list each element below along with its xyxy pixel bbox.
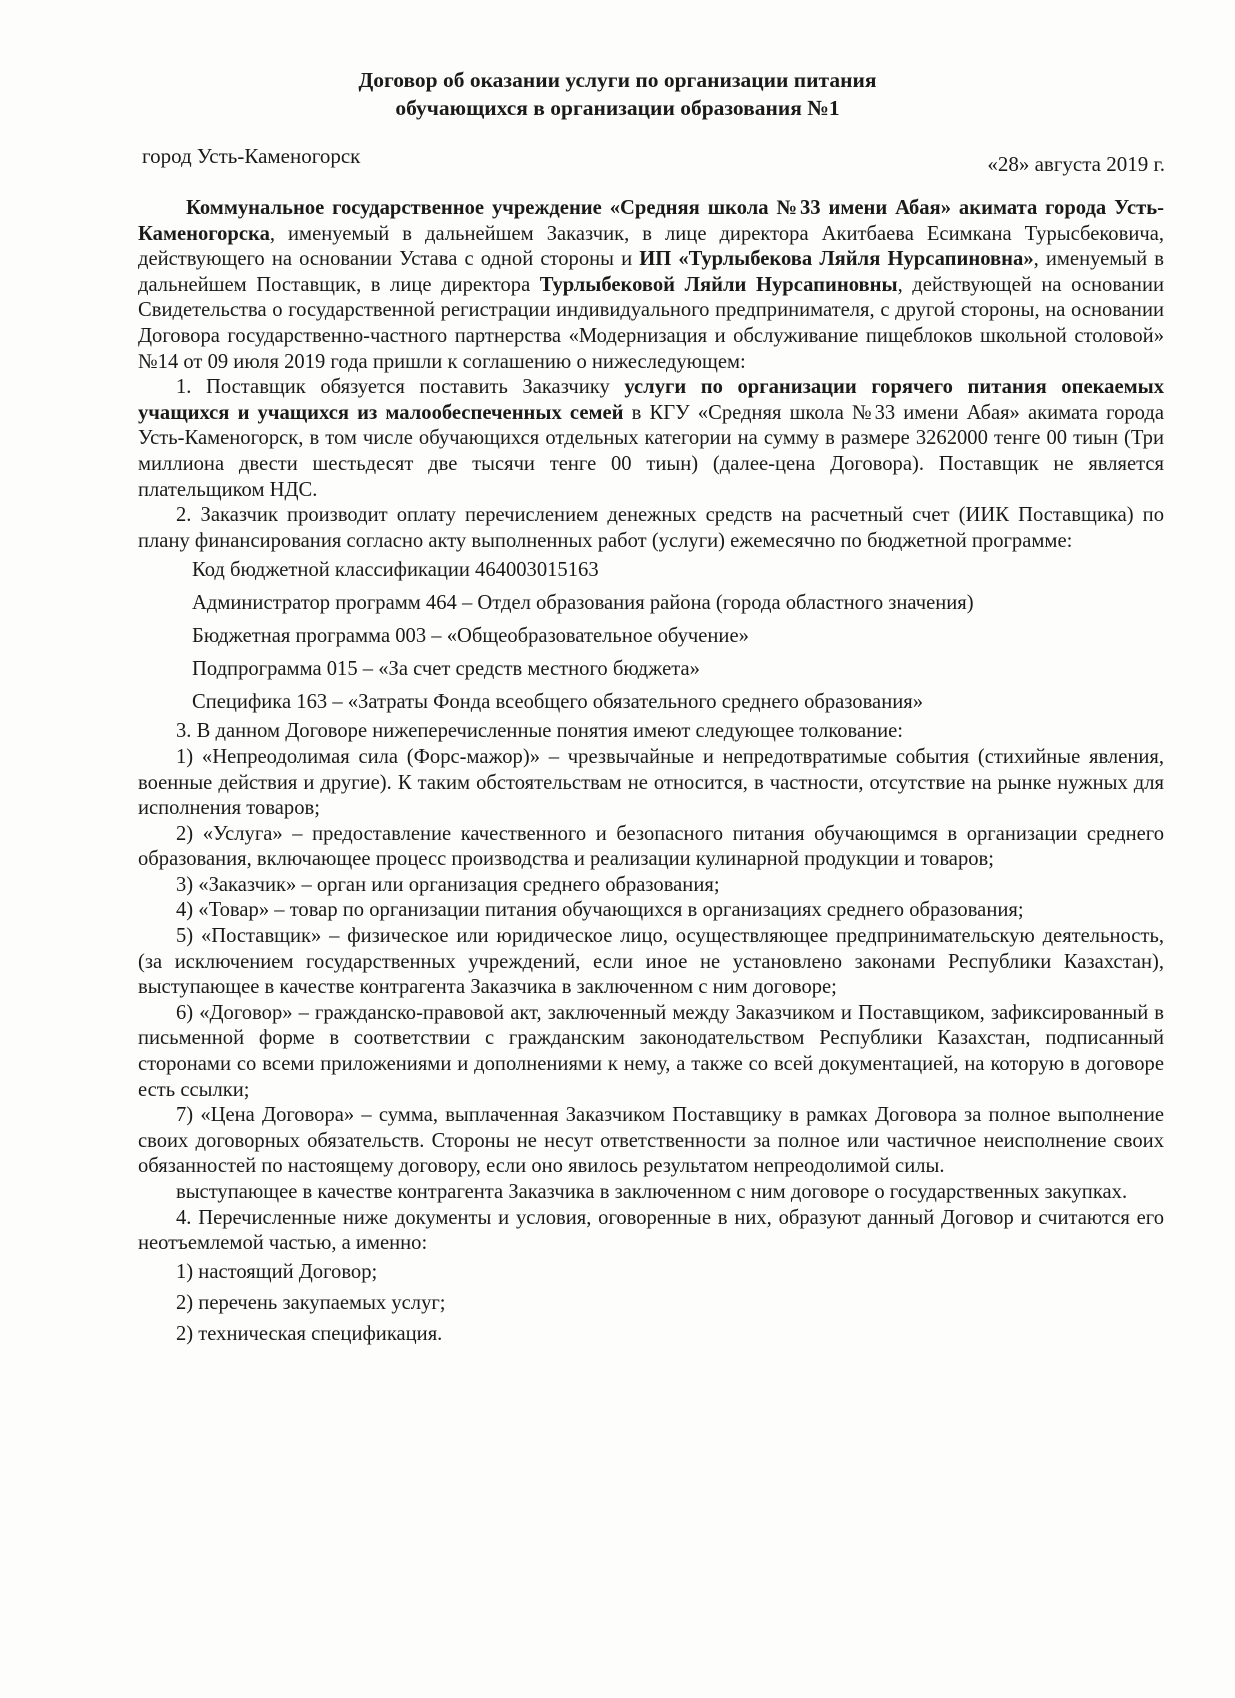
budget-item: Код бюджетной классификации 464003015163 xyxy=(192,559,599,582)
customer-name: Коммунальное государственное учреждение «Средняя школа №33 имени Абая» акимата города Усть-Каменогорска xyxy=(138,197,1164,245)
clause-1-service: услуги по организации горячего питания опекаемых учащихся и учащихся из малообеспеченных семей xyxy=(138,376,1164,424)
intro-paragraph xyxy=(138,196,1164,375)
extra-paragraph: выступающее в качестве контрагента Заказчика в заключенном с ним договоре о государственных закупках. xyxy=(176,1181,1128,1203)
supplier-director: Турлыбековой Ляйли Нурсапиновны xyxy=(539,273,898,296)
definition-item: 3) «Заказчик» – орган или организация среднего образования; xyxy=(176,873,720,896)
budget-item: Бюджетная программа 003 – «Общеобразовательное обучение» xyxy=(192,625,749,648)
definition-item: 1) «Непреодолимая сила (Форс-мажор)» – чрезвычайные и непредотвратимые события (стихийные явления, военные действия и другие). К таким обстоятельствам не относится, в частности, отсутствие на рынке нужных для исполнения товаров; xyxy=(138,745,1164,820)
intro-text-1: , именуемый в дальнейшем Заказчик, в лице директора Акитбаева Есимкана Турысбековича, действующего на основании Устава с одной стороны и xyxy=(138,222,1164,271)
document-list-item: 2) техническая спецификация. xyxy=(176,1322,443,1345)
definition-item: 6) «Договор» – гражданско-правовой акт, заключенный между Заказчиком и Поставщиком, зафиксированный в письменной форме в соответствии с гражданским законодательством Республики Казахстан, подписанный сторонами со всеми приложениями и дополнениями к нему, а также со всей документацией, на которую в договоре есть ссылки; xyxy=(138,1001,1164,1101)
clause-4: 4. Перечисленные ниже документы и условия, оговоренные в них, образуют данный Договор и считаются его неотъемлемой частью, а именно: xyxy=(138,1206,1164,1255)
clause-2: 2. Заказчик производит оплату перечислением денежных средств на расчетный счет (ИИК Поставщика) по плану финансирования согласно акту выполненных работ (услуги) ежемесячно по бюджетной программе: xyxy=(138,504,1164,552)
document-title xyxy=(0,66,1235,122)
title-line-1: Договор об оказании услуги по организации питания xyxy=(358,68,877,92)
budget-item: Администратор программ 464 – Отдел образования района (города областного значения) xyxy=(192,592,974,615)
budget-item: Специфика 163 – «Затраты Фонда всеобщего обязательного среднего образования» xyxy=(192,691,924,714)
contract-date: «28» августа 2019 г. xyxy=(987,152,1165,176)
clause-1-text-1: 1. Поставщик обязуется поставить Заказчику xyxy=(176,376,625,399)
clause-1 xyxy=(138,375,1164,503)
title-line-2: обучающихся в организации образования №1 xyxy=(395,96,840,120)
definition-item: 2) «Услуга» – предоставление качественного и безопасного питания обучающимся в организации среднего образования, включающее процесс производства и реализации кулинарной продукции и товаров; xyxy=(138,822,1164,871)
definition-item: 7) «Цена Договора» – сумма, выплаченная Заказчиком Поставщику в рамках Договора за полное выполнение своих договорных обязательств. Стороны не несут ответственности за полное или частичное неисполнение своих обязанностей по настоящему договору, если оно явилось результатом непреодолимой силы. xyxy=(138,1104,1164,1178)
supplier-name: ИП «Турлыбекова Ляйля Нурсапиновна» xyxy=(639,248,1034,271)
clause-1-text-2: в КГУ «Средняя школа №33 имени Абая» акимата города Усть-Каменогорск, в том числе обучающихся отдельных категории на сумму в размере 3262000 тенге 00 тиын (Три миллиона двести шестьдесят две тысячи тенге 00 тиын) (далее-цена Договора). Поставщик не является плательщиком НДС. xyxy=(138,401,1164,501)
clause-3: 3. В данном Договоре нижеперечисленные понятия имеют следующее толкование: xyxy=(176,720,904,743)
definition-item: 5) «Поставщик» – физическое или юридическое лицо, осуществляющее предпринимательскую деятельность, (за исключением государственных учреждений, если иное не установлено законами Республики Казахстан), выступающее в качестве контрагента Заказчика в заключенном с ним договоре; xyxy=(138,925,1164,999)
definition-item: 4) «Товар» – товар по организации питания обучающихся в организациях среднего образования; xyxy=(176,899,1024,922)
contract-body xyxy=(138,196,1164,1350)
intro-text-3: , действующей на основании Свидетельства о государственной регистрации индивидуального предпринимателя, с другой стороны, на основании Договора государственно-частного партнерства «Модернизация и обслуживание пищеблоков школьной столовой» №14 от 09 июля 2019 года пришли к соглашению о нижеследующем: xyxy=(138,273,1164,373)
budget-item: Подпрограмма 015 – «За счет средств местного бюджета» xyxy=(192,658,700,681)
intro-text-2: , именуемый в дальнейшем Поставщик, в лице директора xyxy=(138,248,1164,296)
document-list-item: 1) настоящий Договор; xyxy=(176,1260,378,1283)
document-list-item: 2) перечень закупаемых услуг; xyxy=(176,1291,446,1314)
contract-city: город Усть-Каменогорск xyxy=(142,144,361,168)
